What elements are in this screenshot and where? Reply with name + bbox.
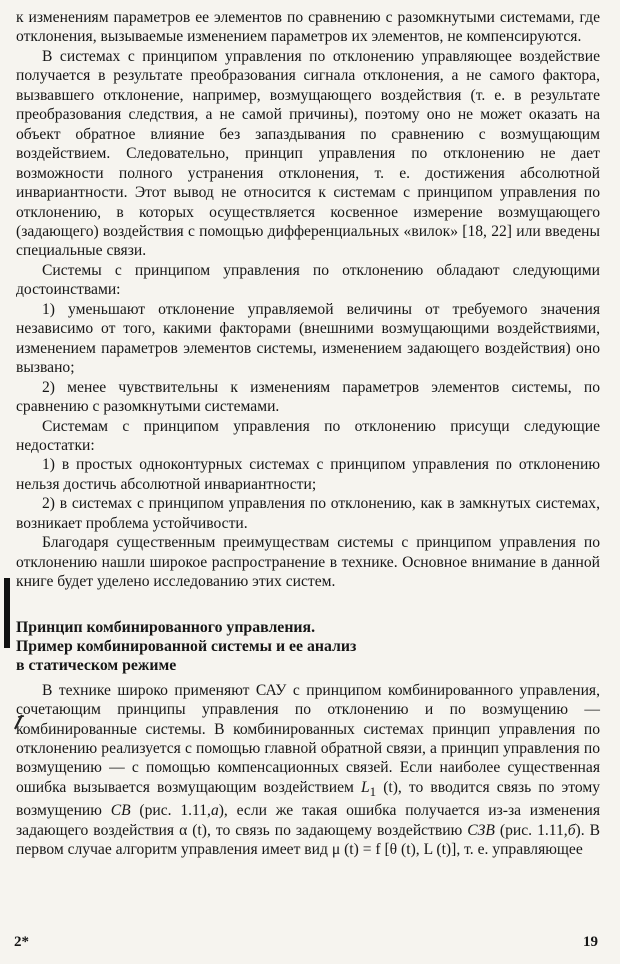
scan-edge-mark [4,578,10,648]
drawback-item-2: 2) в системах с принципом управления по отклонению, как в замкнутых системах, возникает проблема устойчивости. [16,495,600,532]
section-heading [16,618,600,675]
text-column [16,8,600,860]
heading-line-2: Пример комбинированной системы и ее анализ [16,637,357,655]
paragraph-continuation: к изменениям параметров ее элементов по сравнению с разомкнутыми системами, где отклонения, вызываемые изменением параметров их элементов, не компенсируются. [16,9,600,46]
section-text-6: (рис. 1.11, [494,821,568,839]
paragraph-deviation-principle: В системах с принципом управления по отклонению управляющее воздействие получается в результате преобразования сигнала отклонения, а не самого фактора, вызвавшего отклонение, например, возмущающего воздействия (т. е. в результате преобразования следствия, а не самой причины), поэтому оно не может оказать на объект обратное влияние без запаздывания по сравнению с возмущающим воздействием. Следовательно, принцип управления по отклонению не дает возможности полного устранения отклонения, т. е. достижения абсолютной инвариантности. Этот вывод не относится к системам с принципом управления по отклонению, в которых осуществляется косвенное измерение возмущающего (задающего) воздействия с помощью дифференциальных «вилок» [18, 22] или введены специальные связи. [16,47,600,260]
paragraph-advantages-intro: Системы с принципом управления по отклонению обладают следующими достоинствами: [16,261,600,299]
figure-ref-a: а [210,802,219,820]
symbol-L: L [360,778,370,796]
drawback-item-1: 1) в простых одноконтурных системах с принципом управления по отклонению нельзя достичь абсолютной инвариантности; [16,456,600,493]
signature-mark: 2* [14,934,29,950]
symbol-czv: СЗВ [467,821,495,839]
advantage-item-1: 1) уменьшают отклонение управляемой величины от требуемого значения независимо от того, какими факторами (внешними возмущающими воздействиями, изменением параметров элементов системы, изменением задающего воздействия) оно вызвано; [16,300,600,377]
section-text-5: , то связь по задающему воздействию [206,821,468,839]
page-number: 19 [583,934,598,950]
section-text-1: В технике широко применяют САУ с принципом комбинированного управления, сочетающим принципы управления по отклонению и по возмущению — комбинированные системы. В комбинированных системах принцип управления по отклонению реализуется с помощью главной обратной связи, а принцип управления по возмущению — с помощью компенсационных связей. Если наиболее существенная ошибка вызывается возмущающим воздействием [16,681,600,796]
paragraph-drawbacks-intro: Системам с принципом управления по отклонению присущи следующие недостатки: [16,417,600,454]
subscript-1: 1 [369,783,377,799]
paragraph-combined-control [16,681,600,860]
section-text-8: , т. е. управляющее [456,841,583,859]
advantage-item-2: 2) менее чувствительны к изменениям параметров элементов системы, по сравнению с разомкнутыми системами. [16,378,600,416]
margin-tick-icon [12,712,26,732]
paragraph-conclusion: Благодаря существенным преимуществам системы с принципом управления по отклонению нашли широкое распространение в технике. Основное внимание в данной книге будет уделено исследованию этих систем. [16,534,600,591]
heading-line-1: Принцип комбинированного управления. [16,618,316,636]
heading-line-3: в статическом режиме [16,656,177,674]
figure-ref-b: б [567,821,576,839]
section-text-4: ), если же такая ошибка получается из-за изменения задающего воздействия [16,802,601,839]
section-text-2: (t), то вводится связь по этому возмущению [16,778,600,820]
symbol-cv: СВ [110,802,131,820]
control-formula: μ (t) = f [θ (t), L (t)] [331,841,457,859]
symbol-alpha: α (t) [179,821,207,839]
section-text-3: (рис. 1.11, [130,802,211,820]
section-text-7: ). В первом случае алгоритм управления имеет вид [16,821,601,859]
